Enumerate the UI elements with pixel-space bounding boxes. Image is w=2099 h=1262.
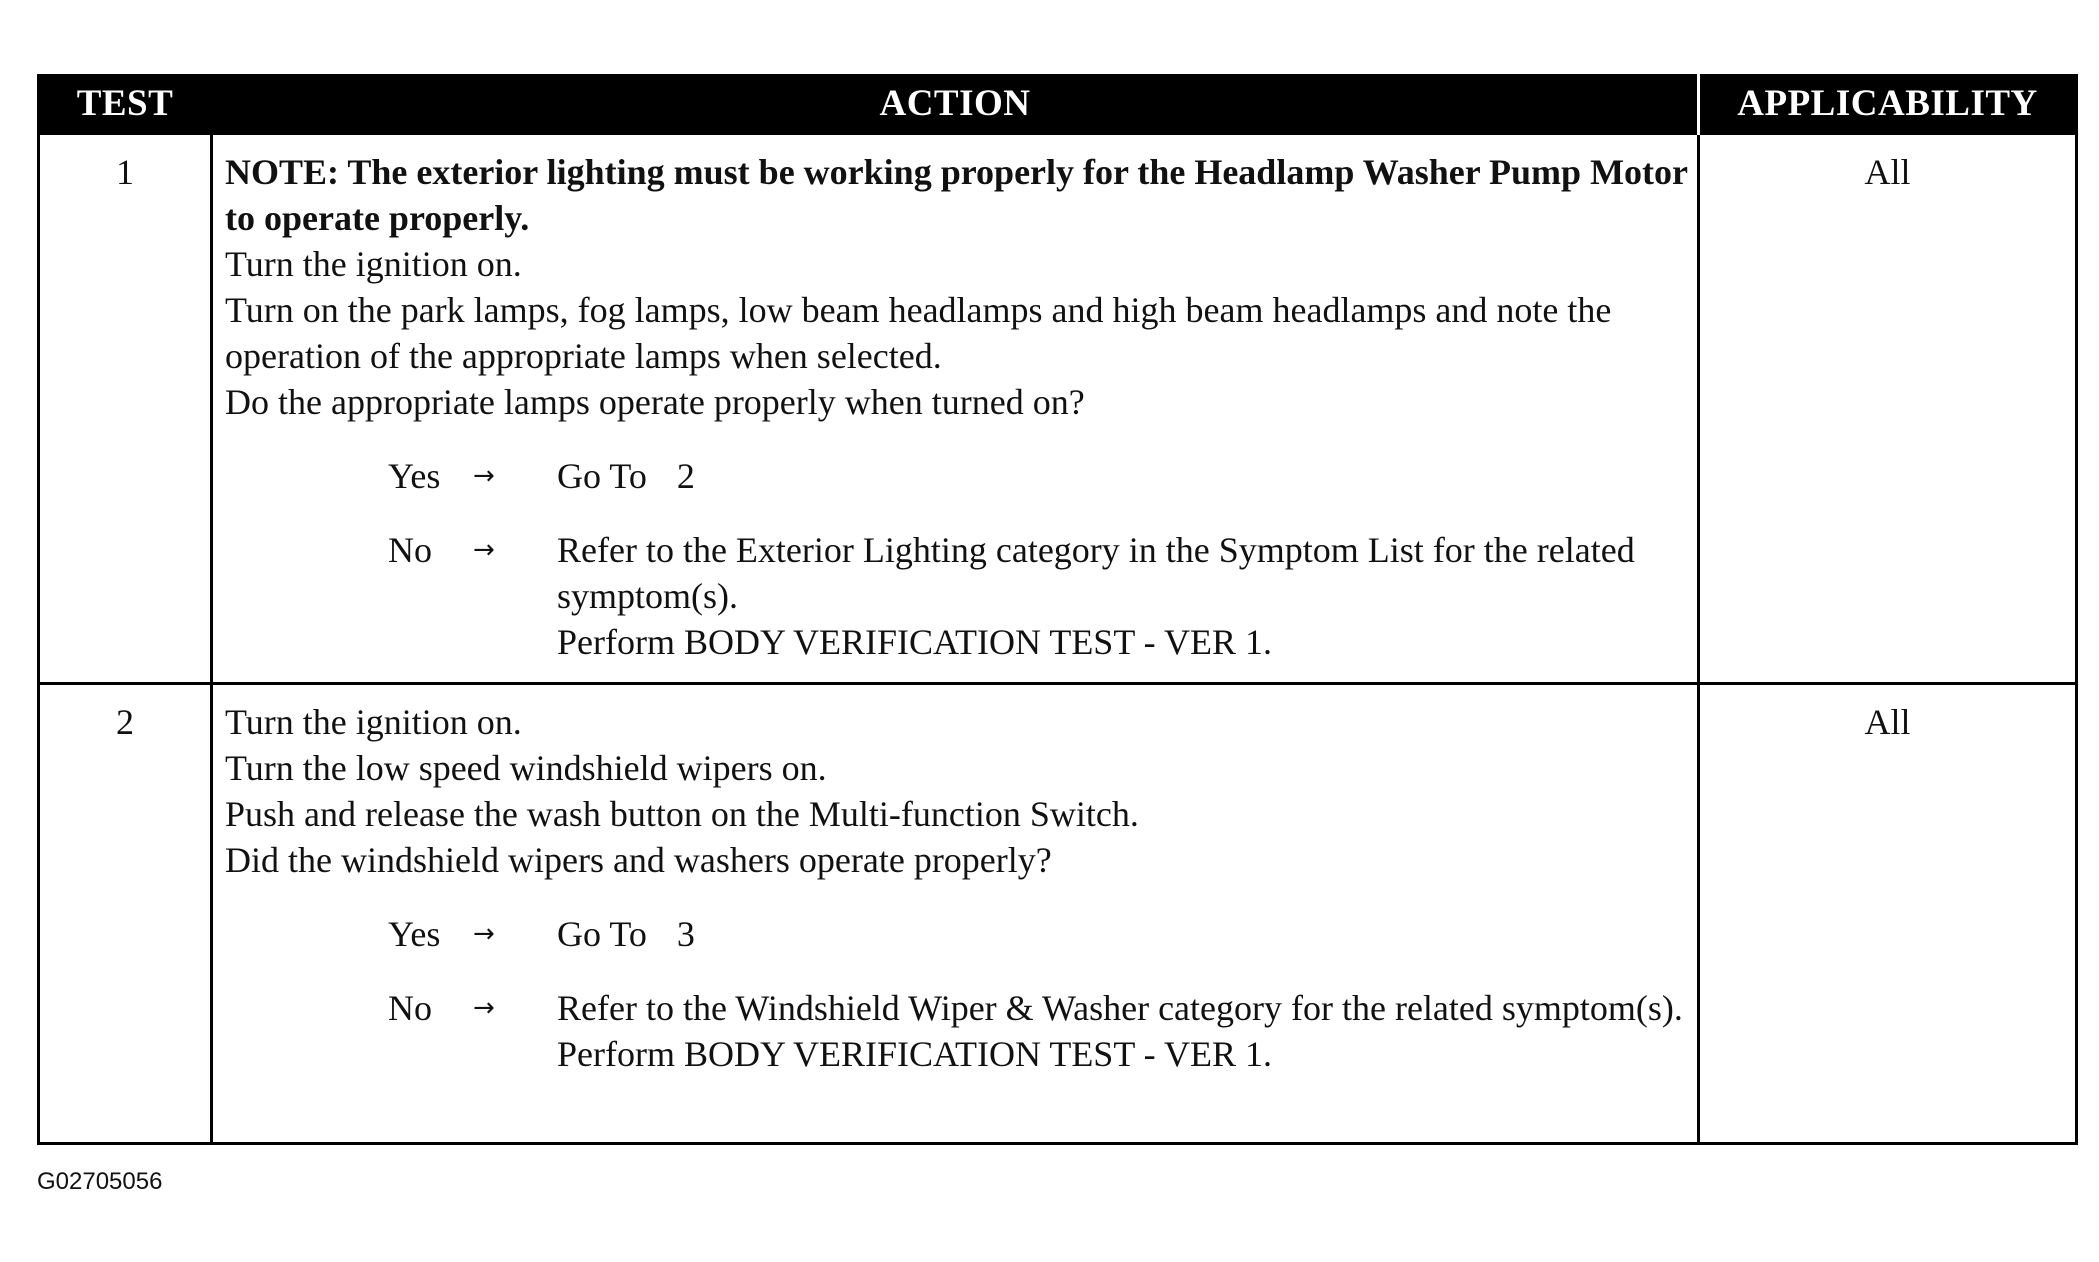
- action-line: Push and release the wash button on the Multi-function Switch.: [225, 794, 1139, 834]
- action-question: Did the windshield wipers and washers operate properly?: [225, 840, 1052, 880]
- diagnostic-test-table: [37, 74, 2078, 1145]
- yes-branch: [388, 911, 1689, 957]
- header-action: ACTION: [212, 74, 1699, 134]
- no-label: No: [388, 988, 432, 1028]
- goto-step-number: 2: [676, 456, 695, 496]
- no-result: [557, 527, 1689, 665]
- header-test: TEST: [39, 74, 212, 134]
- applicability-value: All: [1699, 684, 2077, 1144]
- goto-label: Go To: [557, 456, 647, 496]
- action-cell: [212, 134, 1699, 684]
- yes-label: Yes: [388, 914, 441, 954]
- action-line: Turn the low speed windshield wipers on.: [225, 748, 827, 788]
- goto-step-number: 3: [676, 914, 695, 954]
- applicability-value: All: [1699, 134, 2077, 684]
- action-line: Turn the ignition on.: [225, 702, 522, 742]
- yes-result: [557, 453, 1689, 499]
- no-branch: [388, 527, 1689, 665]
- action-question: Do the appropriate lamps operate properly when turned on?: [225, 382, 1085, 422]
- figure-id: G02705056: [37, 1168, 163, 1195]
- right-arrow-icon: →: [473, 919, 495, 949]
- table-row: [39, 684, 2077, 1144]
- header-applicability: APPLICABILITY: [1699, 74, 2077, 134]
- no-label: No: [388, 530, 432, 570]
- table-header-row: [39, 74, 2077, 134]
- note-text: NOTE: The exterior lighting must be working properly for the Headlamp Washer Pump Motor to operate properly.: [225, 152, 1688, 238]
- table-row: [39, 134, 2077, 684]
- no-result-verification: Perform BODY VERIFICATION TEST - VER 1.: [557, 1034, 1273, 1074]
- right-arrow-icon: →: [473, 461, 495, 491]
- action-line: Turn the ignition on.: [225, 244, 522, 284]
- no-result-verification: Perform BODY VERIFICATION TEST - VER 1.: [557, 622, 1273, 662]
- goto-label: Go To: [557, 914, 647, 954]
- no-branch: [388, 985, 1689, 1077]
- right-arrow-icon: →: [473, 535, 495, 565]
- action-line: Turn on the park lamps, fog lamps, low beam headlamps and high beam headlamps and note the operation of the appropriate lamps when selected.: [225, 290, 1612, 376]
- test-number: 2: [39, 684, 212, 1144]
- no-result-text: Refer to the Windshield Wiper & Washer category for the related symptom(s).: [557, 988, 1683, 1028]
- action-cell: [212, 684, 1699, 1144]
- test-number: 1: [39, 134, 212, 684]
- yes-label: Yes: [388, 456, 441, 496]
- yes-branch: [388, 453, 1689, 499]
- no-result: [557, 985, 1689, 1077]
- right-arrow-icon: →: [473, 993, 495, 1023]
- no-result-text: Refer to the Exterior Lighting category in the Symptom List for the related symptom(s).: [557, 530, 1635, 616]
- yes-result: [557, 911, 1689, 957]
